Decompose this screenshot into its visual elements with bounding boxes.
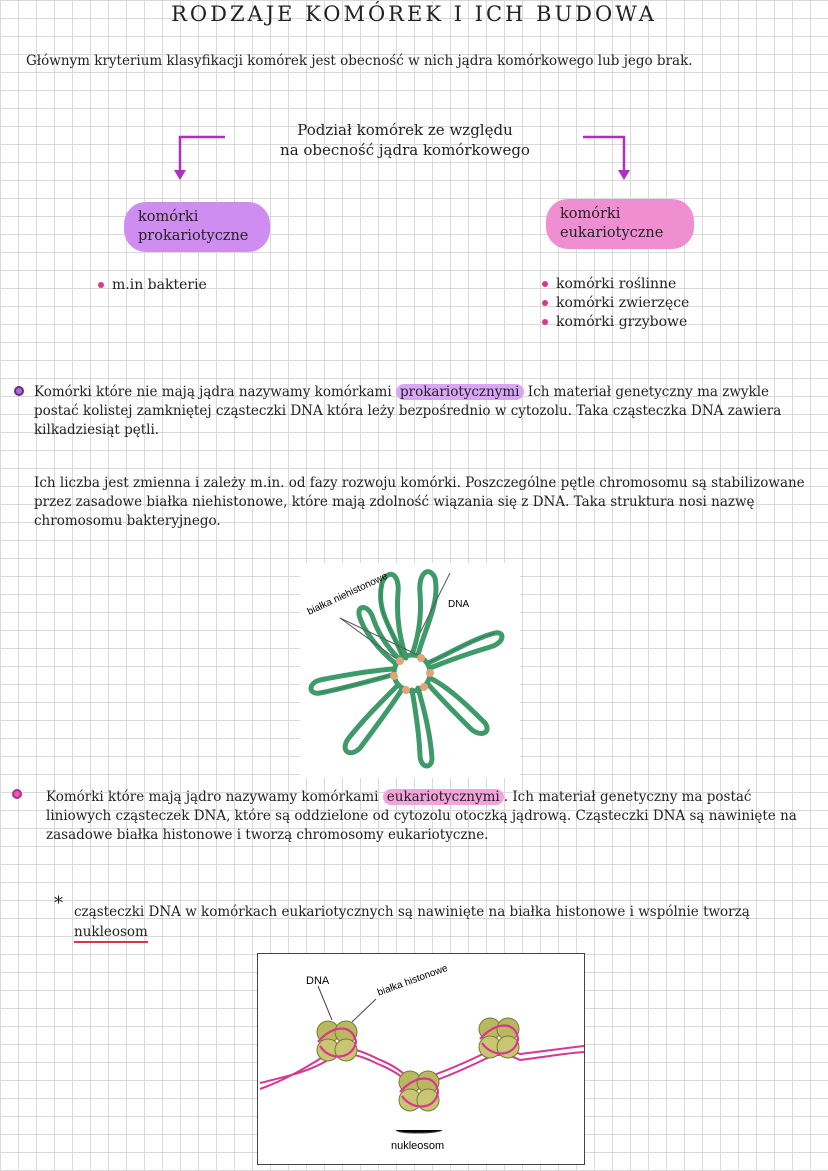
- nucleosome-figure: [257, 953, 585, 1165]
- label-dna: DNA: [306, 975, 330, 987]
- division-arrows: [0, 0, 828, 200]
- arrow-left: [180, 137, 225, 176]
- bullet-icon: [542, 300, 548, 306]
- bullet-icon: [98, 282, 104, 288]
- page-title: RODZAJE KOMÓREK I ICH BUDOWA: [171, 2, 657, 26]
- arrow-right: [583, 137, 624, 176]
- bullet-icon: [542, 319, 548, 325]
- section-prokaryotic-para2: Ich liczba jest zmienna i zależy m.in. od fazy rozwoju komórki. Poszczególne pętle chromosomu są stabilizowane przez zasadowe białka niehistonowe, które mają zdolność wiązania się z DNA. Taka struktura nosi nazwę chromosomu bakteryjnego.: [34, 475, 805, 529]
- list-item: m.in bakterie: [98, 276, 207, 295]
- division-line-1: Podział komórek ze względu: [297, 121, 513, 139]
- arrow-left-head: [174, 170, 186, 180]
- note-body: cząsteczki DNA w komórkach eukariotycznych są nawinięte na białka histonowe i wspólnie tworzą: [74, 904, 750, 920]
- highlight-prokaryotic: prokariotycznymi: [396, 384, 524, 400]
- label-nucleosome: nukleosom: [391, 1140, 445, 1152]
- label-histone-proteins: białka histonowe: [376, 962, 450, 999]
- eukaryotic-list: [542, 275, 689, 332]
- list-item: komórki zwierzęce: [542, 294, 689, 313]
- section-rest: . Ich materiał genetyczny ma postać liniowych cząsteczek DNA, które są oddzielone od cytozolu otoczką jądrową. Cząsteczki DNA są nawinięte na zasadowe białka histonowe i tworzą chromosomy eukariotyczne.: [46, 789, 797, 843]
- section-eukaryotic-text: [46, 788, 816, 845]
- section-bullet-icon: [12, 789, 22, 799]
- section-lead: Komórki które nie mają jądra nazywamy komórkami: [34, 384, 392, 400]
- division-line-2: na obecność jądra komórkowego: [280, 141, 530, 159]
- section-bullet-icon: [14, 386, 24, 396]
- list-item: komórki roślinne: [542, 275, 689, 294]
- prokaryotic-list: [98, 276, 207, 295]
- section-prokaryotic-text: [34, 383, 814, 440]
- label-nonhistone-proteins: białka niehistonowe: [305, 570, 390, 618]
- label-dna: DNA: [448, 599, 470, 610]
- arrow-right-head: [618, 170, 630, 180]
- section-lead: Komórki które mają jądro nazywamy komórkami: [46, 789, 379, 805]
- note-star-icon: *: [54, 893, 63, 914]
- highlight-eukaryotic: eukariotycznymi: [383, 789, 504, 805]
- eukaryotic-badge: komórki eukariotyczne: [546, 199, 694, 249]
- bullet-icon: [542, 281, 548, 287]
- section-rest: Ich materiał genetyczny ma zwykle postać kolistej zamkniętej cząsteczki DNA która leży bezpośrednio w cytozolu. Taka cząsteczka DNA zawiera kilkadziesiąt pętli.: [34, 384, 782, 438]
- intro-text: Głównym kryterium klasyfikacji komórek jest obecność w nich jądra komórkowego lub jego brak.: [26, 53, 693, 69]
- bacterial-chromosome-figure: [300, 563, 520, 778]
- list-item: komórki grzybowe: [542, 313, 689, 332]
- note-term-nucleosome: nukleosom: [74, 924, 148, 943]
- note-text: [74, 902, 804, 942]
- prokaryotic-badge: komórki prokariotyczne: [124, 202, 270, 252]
